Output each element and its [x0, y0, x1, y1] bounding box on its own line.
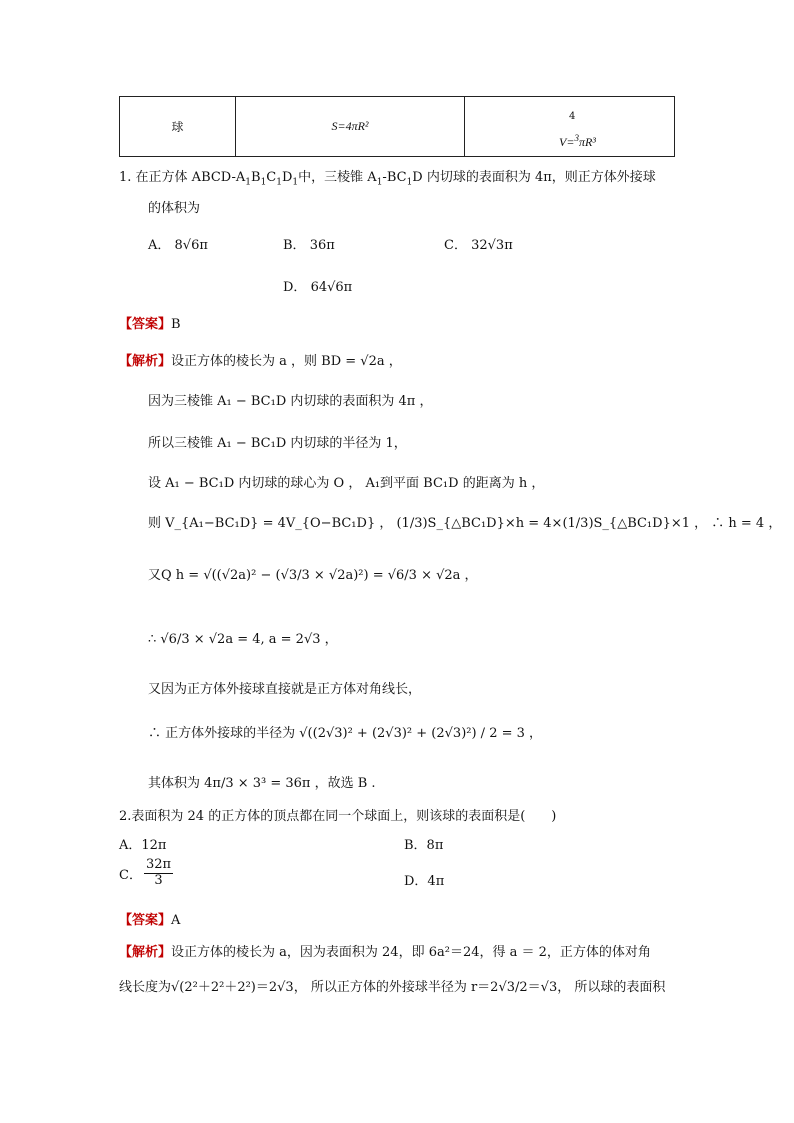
answer-value: B	[171, 317, 181, 332]
q2-option-c-numerator: 32π	[145, 857, 172, 872]
area-cell	[236, 97, 465, 157]
shape-cell	[120, 97, 236, 157]
q2-option-a: A．12π	[119, 838, 167, 853]
q2-option-c: C． $\frac{32\pi}{3}$	[119, 857, 172, 888]
q2-option-b: B．8π	[404, 838, 444, 853]
q1-analysis-line3: 所以三棱锥 A₁ − BC₁D 内切球的半径为 1，	[148, 436, 407, 451]
q2-option-c-denominator: 3	[154, 872, 163, 888]
q1-option-d: D． 64√6π	[283, 280, 353, 295]
q1-option-c: C． 32√3π	[444, 238, 513, 253]
formula-table	[119, 96, 675, 157]
analysis-tag: 【解析】	[119, 354, 172, 369]
q1-analysis-line5: 则 V_{A₁−BC₁D} = 4V_{O−BC₁D} ， (1/3)S_{△BC₁D}×h = 4×(1/3)S_{△BC₁D}×1 ， ∴ h = 4 ，	[148, 516, 782, 531]
q1-analysis-line10: 其体积为 4π/3 × 3³ = 36π ，故选 B .	[148, 776, 376, 791]
q1-analysis-line7: ∴ √6/3 × √2a = 4, a = 2√3 ，	[148, 632, 338, 647]
answer-value: A	[171, 913, 181, 928]
answer-tag: 【答案】	[119, 913, 172, 928]
shape-name: 球	[171, 120, 184, 134]
volume-numerator: 4	[569, 111, 576, 122]
volume-formula: V=$^3$πR³	[559, 133, 596, 149]
q1-option-a-value: 8√6π	[174, 238, 208, 253]
q1-option-b: B． 36π	[283, 238, 335, 253]
q1-option-a: A． 8√6π	[148, 238, 208, 253]
q1-stem: 1. 在正方体 ABCD-$A_1B_1C_1D_1$中，三棱锥 $A_1-BC_1D$ 内切球的表面积为 4π，则正方体外接球	[119, 170, 656, 188]
q1-analysis-line1: 【解析】设正方体的棱长为 a ，则 BD = √2a ，	[119, 354, 402, 369]
analysis-tag: 【解析】	[119, 945, 172, 960]
q1-stem-line2: 的体积为	[148, 201, 201, 216]
q1-analysis-line9: ∴ 正方体外接球的半径为 √((2√3)² + (2√3)² + (2√3)²) / 2 = 3 ，	[148, 726, 543, 741]
area-formula: S=4πR²	[331, 119, 369, 133]
q2-analysis-line2: 线长度为√(2²＋2²＋2²)＝2√3， 所以正方体的外接球半径为 r＝2√3/2＝√3， 所以球的表面积	[119, 980, 666, 995]
q2-option-d: D．4π	[404, 874, 445, 889]
q2-analysis-line1: 【解析】设正方体的棱长为 a，因为表面积为 24，即 6a²＝24，得 a ＝ 2，正方体的体对角	[119, 945, 651, 960]
answer-tag: 【答案】	[119, 317, 172, 332]
q2-stem: 2.表面积为 24 的正方体的顶点都在同一个球面上，则该球的表面积是( )	[119, 809, 557, 824]
volume-cell	[465, 97, 675, 157]
table-row	[120, 97, 675, 157]
q1-answer	[119, 313, 181, 332]
q1-analysis-line4: 设 A₁ − BC₁D 内切球的球心为 O ， A₁到平面 BC₁D 的距离为 h ，	[148, 476, 545, 491]
q1-analysis-line2: 因为三棱锥 A₁ − BC₁D 内切球的表面积为 4π ，	[148, 394, 433, 409]
q1-analysis-line8: 又因为正方体外接球直接就是正方体对角线长，	[148, 682, 422, 697]
q1-analysis-line6: 又Q h = √((√2a)² − (√3/3 × √2a)²) = √6/3 × √2a ，	[148, 568, 478, 583]
q2-answer	[119, 909, 180, 928]
